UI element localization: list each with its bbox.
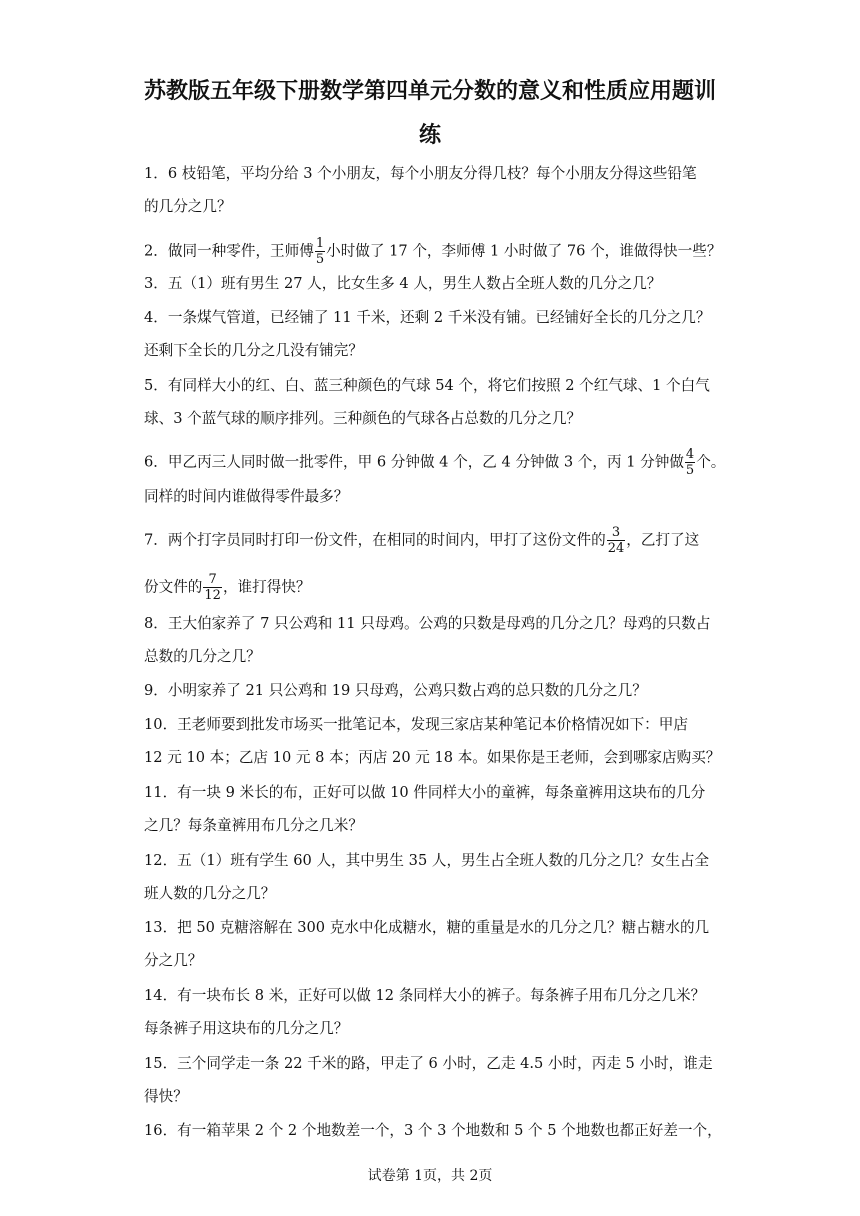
question-13-line-1: 13．把 50 克糖溶解在 300 克水中化成糖水，糖的重量是水的几分之几？糖占糖水的几: [144, 919, 710, 936]
question-6-line-1: [144, 447, 725, 478]
question-12-line-1: 12．五（1）班有学生 60 人，其中男生 35 人，男生占全班人数的几分之几？女生占全: [144, 852, 710, 869]
question-6-text-a: 6．甲乙丙三人同时做一批零件，甲 6 分钟做 4 个，乙 4 分钟做 3 个，丙 1 分钟做: [144, 453, 684, 471]
question-15-line-2: 得快？: [144, 1088, 188, 1105]
question-6-line-2: 同样的时间内谁做得零件最多？: [144, 488, 349, 505]
question-4-line-2: 还剩下全长的几分之几没有铺完？: [144, 342, 363, 359]
question-8-line-1: 8．王大伯家养了 7 只公鸡和 11 只母鸡。公鸡的只数是母鸡的几分之几？母鸡的只数占: [144, 615, 711, 632]
question-15-line-1: 15．三个同学走一条 22 千米的路，甲走了 6 小时，乙走 4.5 小时，丙走 5 小时，谁走: [144, 1055, 713, 1072]
question-2: [144, 236, 721, 267]
question-14-line-1: 14．有一块布长 8 米，正好可以做 12 条同样大小的裤子。每条裤子用布几分之几米？: [144, 987, 706, 1004]
question-14-line-2: 每条裤子用这块布的几分之几？: [144, 1020, 349, 1037]
page-title-continued: 练: [418, 123, 441, 148]
question-10-line-2: 12 元 10 本；乙店 10 元 8 本；丙店 20 元 18 本。如果你是王老师，会到哪家店购买？: [144, 749, 721, 766]
question-7-text-c: 份文件的: [144, 578, 203, 596]
question-6-text-b: 个。: [696, 453, 726, 471]
fraction-three-twentyfourths: $\frac{3}{24}$: [607, 525, 625, 556]
question-7-text-d: ，谁打得快？: [222, 578, 311, 596]
question-5-line-2: 球、3 个蓝气球的顺序排列。三种颜色的气球各占总数的几分之几？: [144, 410, 582, 427]
question-2-text-b: 小时做了 17 个，李师傅 1 小时做了 76 个，谁做得快一些？: [326, 242, 722, 260]
question-7-text-a: 7．两个打字员同时打印一份文件，在相同的时间内，甲打了这份文件的: [144, 531, 606, 549]
fraction-seven-twelfths: $\frac{7}{12}$: [204, 572, 221, 603]
question-1-line-2: 的几分之几？: [144, 198, 232, 215]
page-footer: 试卷第 1页，共 2页: [367, 1168, 493, 1184]
question-11-line-1: 11．有一块 9 米长的布，正好可以做 10 件同样大小的童裤，每条童裤用这块布的几分: [144, 784, 706, 801]
fraction-four-fifths: $\frac{4}{5}$: [685, 447, 695, 478]
fraction-one-fifth: $\frac{1}{5}$: [315, 236, 325, 267]
question-4-line-1: 4．一条煤气管道，已经铺了 11 千米，还剩 2 千米没有铺。已经铺好全长的几分之几？: [144, 309, 711, 326]
question-3: 3．五（1）班有男生 27 人，比女生多 4 人，男生人数占全班人数的几分之几？: [144, 275, 662, 292]
question-7-line-1: [144, 525, 699, 556]
question-9: 9．小明家养了 21 只公鸡和 19 只母鸡，公鸡只数占鸡的总只数的几分之几？: [144, 682, 647, 699]
question-16-line-1: 16．有一箱苹果 2 个 2 个地数差一个，3 个 3 个地数和 5 个 5 个地数也都正好差一个，: [144, 1122, 722, 1139]
page-title: 苏教版五年级下册数学第四单元分数的意义和性质应用题训: [143, 79, 716, 104]
question-5-line-1: 5．有同样大小的红、白、蓝三种颜色的气球 54 个，将它们按照 2 个红气球、1 个白气: [144, 377, 710, 394]
question-10-line-1: 10．王老师要到批发市场买一批笔记本，发现三家店某种笔记本价格情况如下：甲店: [144, 716, 688, 733]
question-2-text-a: 2．做同一种零件，王师傅: [144, 242, 314, 260]
question-7-text-b: ，乙打了这: [626, 531, 700, 549]
question-12-line-2: 班人数的几分之几？: [144, 885, 276, 902]
question-7-line-2: [144, 572, 311, 603]
question-13-line-2: 分之几？: [144, 952, 203, 969]
question-8-line-2: 总数的几分之几？: [144, 648, 261, 665]
question-11-line-2: 之几？每条童裤用布几分之几米？: [144, 817, 363, 834]
question-1-line-1: 1．6 枝铅笔，平均分给 3 个小朋友，每个小朋友分得几枝？每个小朋友分得这些铅笔: [144, 165, 697, 182]
